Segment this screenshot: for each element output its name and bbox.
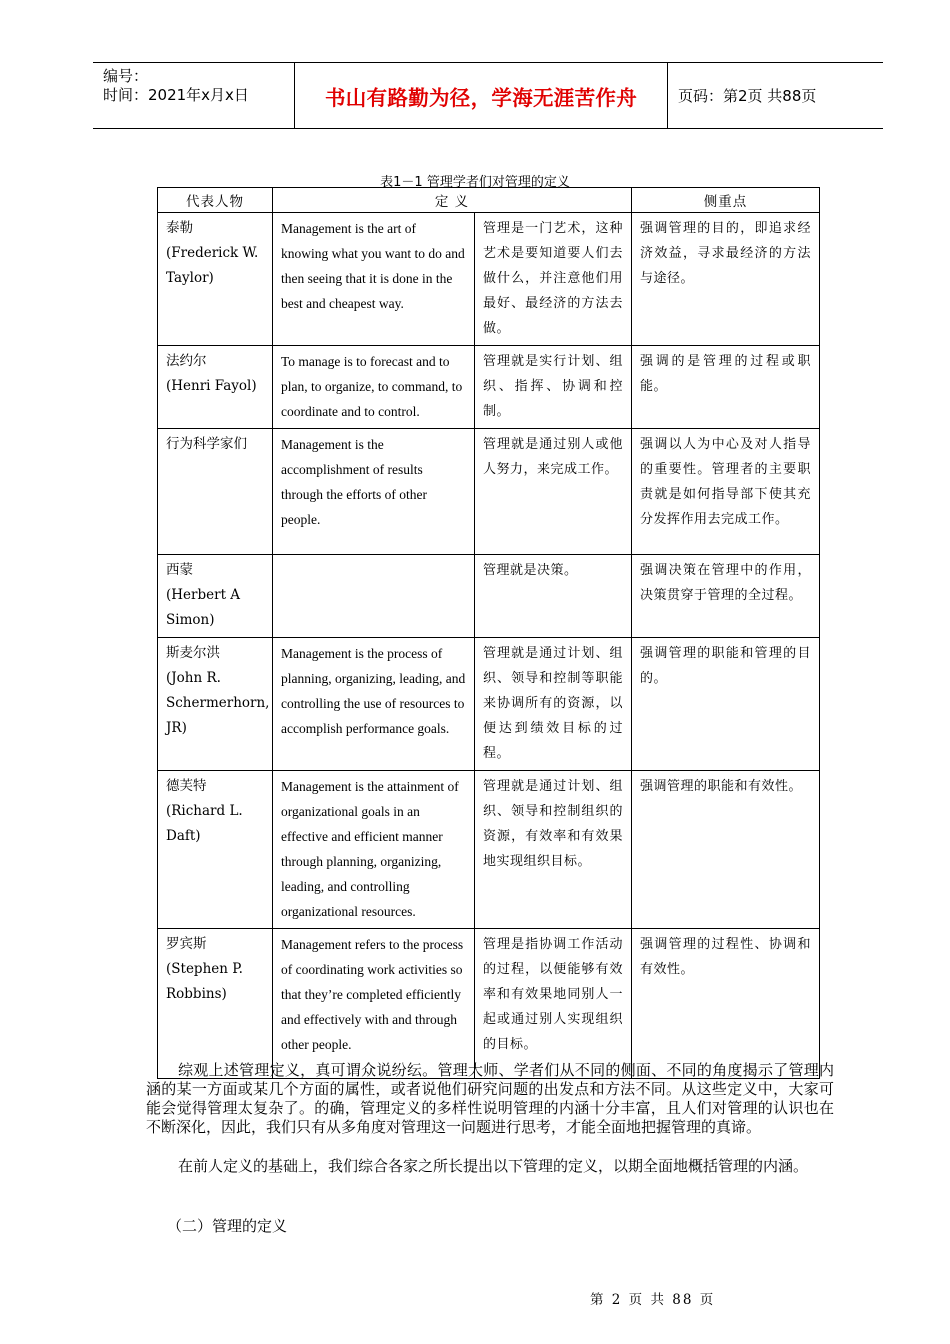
number-label: 编号：	[103, 67, 149, 85]
header-person: 代表人物	[158, 188, 273, 213]
table-header-row	[158, 188, 820, 213]
table-row	[158, 213, 820, 346]
focus-cell: 强调管理的目的，即追求经济效益，寻求最经济的方法与途径。	[632, 213, 820, 346]
person-cell	[158, 555, 273, 638]
focus-cell: 强调以人为中心及对人指导的重要性。管理者的主要职责就是如何指导部下使其充分发挥作用去完成工作。	[632, 429, 820, 555]
body-paragraph: 在前人定义的基础上，我们综合各家之所长提出以下管理的定义，以期全面地概括管理的内涵。	[178, 1157, 809, 1175]
header-meta	[93, 63, 295, 128]
person-name: 泰勒	[166, 220, 193, 236]
table-row	[158, 346, 820, 429]
person-cell	[158, 429, 273, 555]
page-header	[93, 62, 883, 129]
person-english-name: (Herbert A Simon)	[166, 587, 241, 628]
definition-chinese: 管理是一门艺术，这种艺术是要知道要人们去做什么，并注意他们用最好、最经济的方法去做。	[475, 213, 632, 346]
definition-english: Management is the attainment of organizational goals in an effective and efficient manner through planning, organizing, leading, and controlling organizational resources.	[273, 771, 475, 929]
person-name: 罗宾斯	[166, 936, 207, 952]
definition-chinese: 管理就是决策。	[475, 555, 632, 638]
person-english-name: (Frederick W. Taylor)	[166, 245, 259, 286]
time-label: 时间：2021年x月x日	[103, 86, 249, 104]
header-focus: 侧重点	[632, 188, 820, 213]
definition-english: Management refers to the process of coordinating work activities so that they’re completed efficiently and effectively with and through other people.	[273, 929, 475, 1079]
person-cell	[158, 638, 273, 771]
focus-cell: 强调的是管理的过程或职能。	[632, 346, 820, 429]
definition-chinese: 管理就是实行计划、组织、指挥、协调和控制。	[475, 346, 632, 429]
table-row	[158, 638, 820, 771]
header-page-info: 页码：第2页 共88页	[678, 87, 817, 105]
focus-cell: 强调管理的职能和有效性。	[632, 771, 820, 929]
person-name: 西蒙	[166, 562, 193, 578]
definition-english: Management is the accomplishment of results through the efforts of other people.	[273, 429, 475, 555]
header-motto: 书山有路勤为径，学海无涯苦作舟	[295, 63, 668, 128]
person-name: 斯麦尔洪	[166, 645, 220, 661]
table-row	[158, 429, 820, 555]
person-english-name: (John R. Schermerhorn, JR)	[166, 670, 270, 736]
person-english-name: (Stephen P. Robbins)	[166, 961, 243, 1002]
person-name: 法约尔	[166, 353, 207, 369]
table-row	[158, 555, 820, 638]
definition-chinese: 管理是指协调工作活动的过程，以便能够有效率和有效果地同别人一起或通过别人实现组织的目标。	[475, 929, 632, 1079]
definition-english: To manage is to forecast and to plan, to organize, to command, to coordinate and to control.	[273, 346, 475, 429]
person-cell	[158, 213, 273, 346]
page-footer: 第 2 页 共 88 页	[590, 1292, 716, 1308]
definition-chinese: 管理就是通过计划、组织、领导和控制组织的资源，有效率和有效果地实现组织目标。	[475, 771, 632, 929]
focus-cell: 强调管理的过程性、协调和有效性。	[632, 929, 820, 1079]
definition-chinese: 管理就是通过计划、组织、领导和控制等职能来协调所有的资源，以便达到绩效目标的过程。	[475, 638, 632, 771]
focus-cell: 强调管理的职能和管理的目的。	[632, 638, 820, 771]
definition-chinese: 管理就是通过别人或他人努力，来完成工作。	[475, 429, 632, 555]
table-row	[158, 929, 820, 1079]
person-english-name: (Richard L. Daft)	[166, 803, 243, 844]
person-name: 行为科学家们	[166, 436, 247, 452]
person-cell	[158, 771, 273, 929]
person-name: 德芙特	[166, 778, 207, 794]
person-english-name: (Henri Fayol)	[166, 378, 257, 394]
definition-english: Management is the process of planning, organizing, leading, and controlling the use of resources to accomplish performance goals.	[273, 638, 475, 771]
body-paragraph: 综观上述管理定义，真可谓众说纷纭。管理大师、学者们从不同的侧面、不同的角度揭示了管理内涵的某一方面或某几个方面的属性，或者说他们研究问题的出发点和方法不同。从这些定义中，大家可能会觉得管理太复杂了。的确，管理定义的多样性说明管理的内涵十分丰富，且人们对管理的认识也在不断深化，因此，我们只有从多角度对管理这一问题进行思考，才能全面地把握管理的真谛。	[146, 1061, 834, 1136]
person-cell	[158, 929, 273, 1079]
focus-cell: 强调决策在管理中的作用，决策贯穿于管理的全过程。	[632, 555, 820, 638]
table-caption: 表1－1 管理学者们对管理的定义	[380, 175, 570, 190]
header-definition: 定 义	[273, 188, 632, 213]
person-cell	[158, 346, 273, 429]
definitions-table	[157, 187, 820, 1079]
definition-english: Management is the art of knowing what you want to do and then seeing that it is done in the best and cheapest way.	[273, 213, 475, 346]
definition-english	[273, 555, 475, 638]
table-row	[158, 771, 820, 929]
section-subheading: （二）管理的定义	[167, 1217, 288, 1235]
